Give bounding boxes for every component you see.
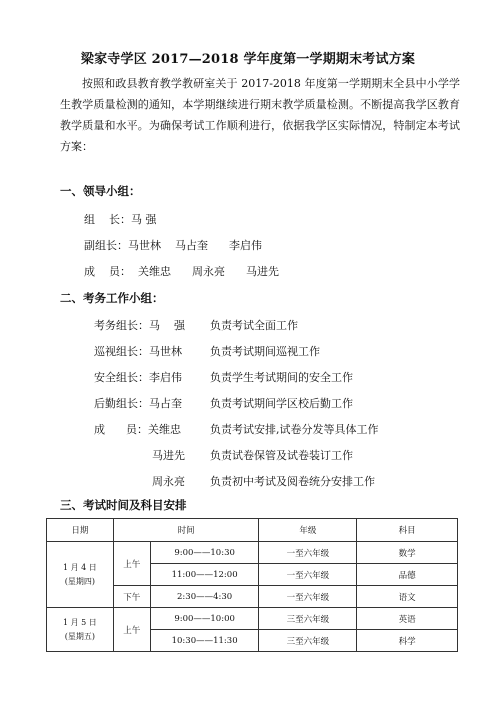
team-role: 安全组长：李启伟: [94, 371, 182, 384]
team-duty: 负责考试安排,试卷分发等具体工作: [210, 423, 379, 436]
subject-cell: 英语: [357, 608, 458, 630]
grade-cell: 三至六年级: [259, 608, 357, 630]
header-grade: 年级: [259, 519, 357, 542]
team-duty: 负责考试期间学区校后勤工作: [210, 397, 353, 410]
time-cell: 11:00——12:00: [150, 564, 259, 586]
subject-cell: 语文: [357, 586, 458, 608]
time-cell: 9:00——10:30: [150, 542, 259, 564]
team-duty: 负责考试全面工作: [210, 319, 298, 332]
period-cell: 下午: [113, 586, 150, 608]
section-schedule-heading: 三、考试时间及科目安排: [60, 498, 187, 512]
team-role: 后勤组长：马占奎: [94, 397, 182, 410]
subject-cell: 数学: [357, 542, 458, 564]
members-line: 成 员： 关维忠 周永亮 马进先: [84, 265, 279, 278]
deputy-leader-line: 副组长：马世林 马占奎 李启伟: [84, 239, 262, 252]
grade-cell: 三至六年级: [259, 630, 357, 652]
period-cell: 上午: [113, 608, 150, 652]
date-cell: [47, 608, 114, 652]
team-duty: 负责初中考试及阅卷统分安排工作: [210, 475, 375, 488]
document-title: 梁家寺学区 2017—2018 学年度第一学期期末考试方案: [80, 52, 416, 67]
table-row: [47, 542, 458, 564]
header-date: 日期: [47, 519, 114, 542]
exam-schedule-table: [46, 518, 458, 652]
header-subject: 科目: [357, 519, 458, 542]
team-duty: 负责学生考试期间的安全工作: [210, 371, 353, 384]
intro-paragraph: 按照和政县教育教学教研室关于 2017-2018 年度第一学期期末全县中小学学生教学质量检测的通知，本学期继续进行期末教学质量检测。不断提高我学区教育教学质量和水平。为确保考试工作顺利进行，依据我学区实际情况，特制定本考试方案：: [60, 77, 460, 153]
team-role: 成 员：关维忠: [94, 423, 181, 436]
date-text: 1 月 5 日: [63, 617, 97, 627]
table-header-row: [47, 519, 458, 542]
team-role: 马进先: [152, 449, 185, 462]
team-role: 巡视组长：马世林: [94, 345, 182, 358]
date-text: 1 月 4 日: [63, 562, 97, 572]
subject-cell: 品德: [357, 564, 458, 586]
team-duty: 负责考试期间巡视工作: [210, 345, 320, 358]
time-cell: 9:00——10:00: [150, 608, 259, 630]
team-role: 考务组长：马 强: [94, 319, 185, 332]
time-cell: 10:30——11:30: [150, 630, 259, 652]
subject-cell: 科学: [357, 630, 458, 652]
grade-cell: 一至六年级: [259, 564, 357, 586]
team-role: 周永亮: [152, 475, 185, 488]
section-leadership-heading: 一、领导小组：: [60, 184, 141, 198]
table-row: [47, 608, 458, 630]
weekday-text: (星期五): [64, 631, 96, 641]
grade-cell: 一至六年级: [259, 542, 357, 564]
time-cell: 2:30——4:30: [150, 586, 259, 608]
date-cell: [47, 542, 114, 608]
team-duty: 负责试卷保管及试卷装订工作: [210, 449, 353, 462]
leader-line: 组 长：马 强: [84, 213, 157, 226]
header-time: 时间: [113, 519, 259, 542]
grade-cell: 一至六年级: [259, 586, 357, 608]
period-cell: 上午: [113, 542, 150, 586]
weekday-text: (星期四): [64, 576, 96, 586]
section-exam-team-heading: 二、考务工作小组：: [60, 291, 164, 305]
